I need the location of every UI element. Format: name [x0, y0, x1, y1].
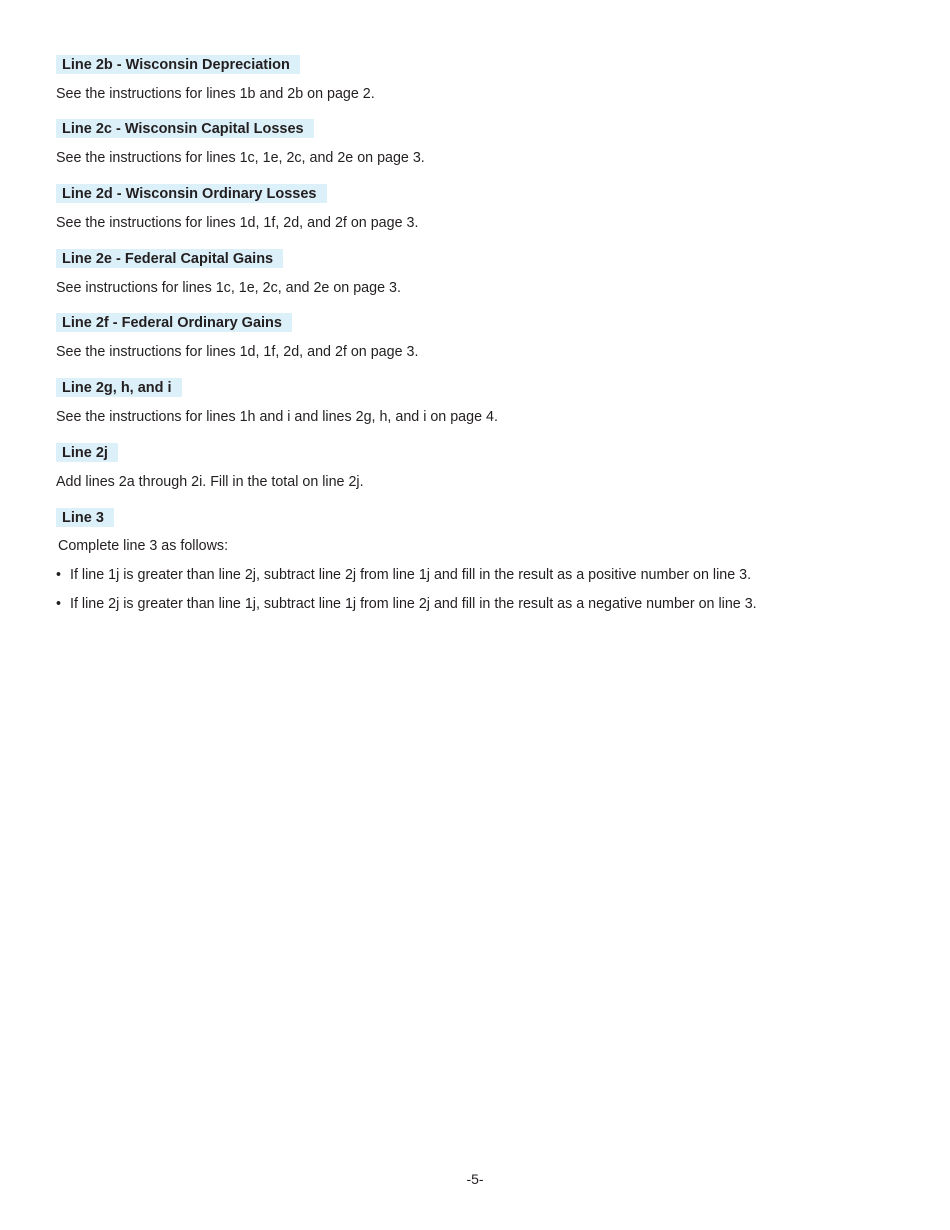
bullet-item — [56, 595, 916, 613]
section-text: Add lines 2a through 2i. Fill in the total on line 2j. — [56, 474, 364, 490]
section-text: See instructions for lines 1c, 1e, 2c, and 2e on page 3. — [56, 280, 401, 296]
section-text: See the instructions for lines 1h and i and lines 2g, h, and i on page 4. — [56, 409, 498, 425]
section-line-2c — [56, 119, 916, 167]
section-text: See the instructions for lines 1d, 1f, 2d, and 2f on page 3. — [56, 215, 419, 231]
section-heading: Line 2e - Federal Capital Gains — [56, 249, 283, 268]
section-text: See the instructions for lines 1d, 1f, 2d, and 2f on page 3. — [56, 344, 419, 360]
bullet-item — [56, 566, 916, 584]
section-intro: Complete line 3 as follows: — [58, 538, 229, 554]
section-line-2e — [56, 249, 916, 297]
bullet-list — [56, 566, 916, 613]
section-heading: Line 2g, h, and i — [56, 378, 182, 397]
section-heading: Line 2j — [56, 443, 118, 462]
section-text: See the instructions for lines 1b and 2b on page 2. — [56, 86, 375, 102]
section-line-2b — [56, 55, 916, 103]
bullet-text: If line 2j is greater than line 1j, subtract line 1j from line 2j and fill in the result as a negative number on line 3. — [70, 596, 757, 612]
section-heading: Line 2b - Wisconsin Depreciation — [56, 55, 300, 74]
section-line-2f — [56, 313, 916, 361]
section-text: See the instructions for lines 1c, 1e, 2c, and 2e on page 3. — [56, 150, 425, 166]
section-heading: Line 3 — [56, 508, 114, 527]
bullet-icon: • — [56, 567, 62, 583]
page-number: -5- — [466, 1171, 484, 1187]
section-line-3 — [56, 508, 916, 613]
bullet-icon: • — [56, 596, 62, 612]
section-line-2g-h-i — [56, 378, 916, 426]
section-line-2j — [56, 443, 916, 491]
section-heading: Line 2d - Wisconsin Ordinary Losses — [56, 184, 327, 203]
bullet-text: If line 1j is greater than line 2j, subtract line 2j from line 1j and fill in the result as a positive number on line 3. — [70, 567, 752, 583]
instructions-page — [56, 55, 916, 624]
section-line-2d — [56, 184, 916, 232]
section-heading: Line 2f - Federal Ordinary Gains — [56, 313, 292, 332]
section-heading: Line 2c - Wisconsin Capital Losses — [56, 119, 314, 138]
